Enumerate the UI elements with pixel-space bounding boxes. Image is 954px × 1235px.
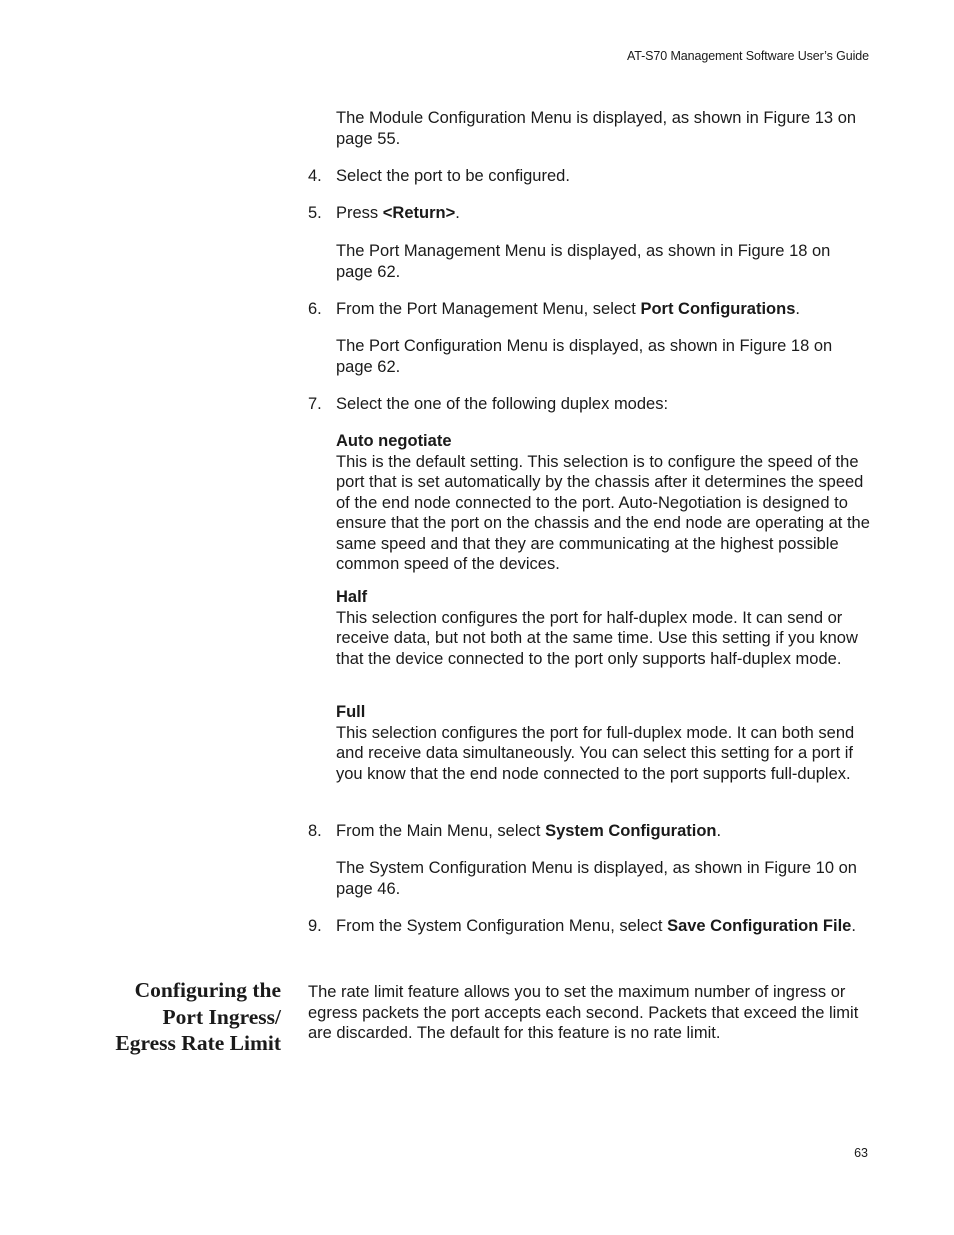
duplex-mode-full — [336, 702, 870, 784]
page-number: 63 — [854, 1146, 868, 1160]
menu-item-name: Save Configuration File — [667, 917, 852, 935]
section-heading-line: Port Ingress/ — [162, 1004, 281, 1029]
step-6-result: The Port Configuration Menu is displayed, as shown in Figure 18 on page 62. — [336, 337, 833, 376]
duplex-mode-description: This selection configures the port for half-duplex mode. It can send or receive data, but not both at the same time. Use this setting if you know that the device connected to the port only supports half-duplex mode. — [336, 608, 858, 668]
section-body: The rate limit feature allows you to set the maximum number of ingress or egress packets the port accepts each second. Packets that exceed the limit are discarded. The default for this feature is no rate limit. — [308, 983, 859, 1042]
step-text-post: . — [795, 300, 800, 318]
section-heading — [88, 977, 281, 1057]
step-text-pre: From the System Configuration Menu, select — [336, 917, 668, 935]
step-text-pre: From the Port Management Menu, select — [336, 300, 641, 318]
step-8-result: The System Configuration Menu is displayed, as shown in Figure 10 on page 46. — [336, 859, 857, 898]
step-text — [336, 299, 870, 320]
menu-item-name: System Configuration — [545, 822, 717, 840]
section-heading-line: Configuring the — [134, 978, 281, 1002]
step-5 — [308, 203, 870, 224]
step-8 — [308, 821, 870, 842]
section-heading-line: Egress Rate Limit — [115, 1031, 281, 1055]
step-number: 4. — [308, 167, 322, 185]
step-4 — [308, 166, 870, 187]
step-number: 8. — [308, 822, 322, 840]
step-text-pre: Press — [336, 204, 383, 222]
duplex-mode-term: Half — [336, 588, 368, 606]
duplex-mode-description: This is the default setting. This selection is to configure the speed of the port that is set automatically by the chassis after it determines the speed of the end node connected to the port. Auto-Negotiation is designed to ensure that the port on the chassis and the end node are operating at the same speed and that they are communicating at the highest possible common speed of the devices. — [336, 452, 870, 573]
step-text — [336, 203, 870, 224]
step-text-post: . — [851, 917, 856, 935]
step-text: Select the port to be configured. — [336, 167, 570, 185]
step-text-post: . — [455, 204, 460, 222]
step-text: Select the one of the following duplex modes: — [336, 395, 669, 413]
step-7 — [308, 394, 870, 415]
step-text — [336, 916, 870, 937]
step-number: 7. — [308, 395, 322, 413]
duplex-mode-term: Full — [336, 703, 366, 721]
step-text-post: . — [716, 822, 722, 840]
running-header: AT-S70 Management Software User’s Guide — [626, 49, 869, 63]
step-text-pre: From the Main Menu, select — [336, 822, 546, 840]
step-number: 5. — [308, 204, 322, 222]
intro-paragraph: The Module Configuration Menu is displayed, as shown in Figure 13 on page 55. — [336, 109, 857, 148]
step-5-result: The Port Management Menu is displayed, as shown in Figure 18 on page 62. — [336, 242, 831, 281]
step-number: 9. — [308, 917, 322, 935]
duplex-mode-description: This selection configures the port for full-duplex mode. It can both send and receive data simultaneously. You can select this setting for a port if you know that the end node connected to the port supports full-duplex. — [336, 723, 855, 783]
step-9 — [308, 916, 870, 937]
step-number: 6. — [308, 300, 322, 318]
duplex-mode-half — [336, 587, 870, 669]
step-6 — [308, 299, 870, 320]
key-name: <Return> — [382, 204, 456, 222]
duplex-mode-term: Auto negotiate — [336, 432, 452, 450]
step-text — [336, 821, 870, 842]
menu-item-name: Port Configurations — [640, 300, 796, 318]
duplex-mode-auto — [336, 431, 870, 575]
